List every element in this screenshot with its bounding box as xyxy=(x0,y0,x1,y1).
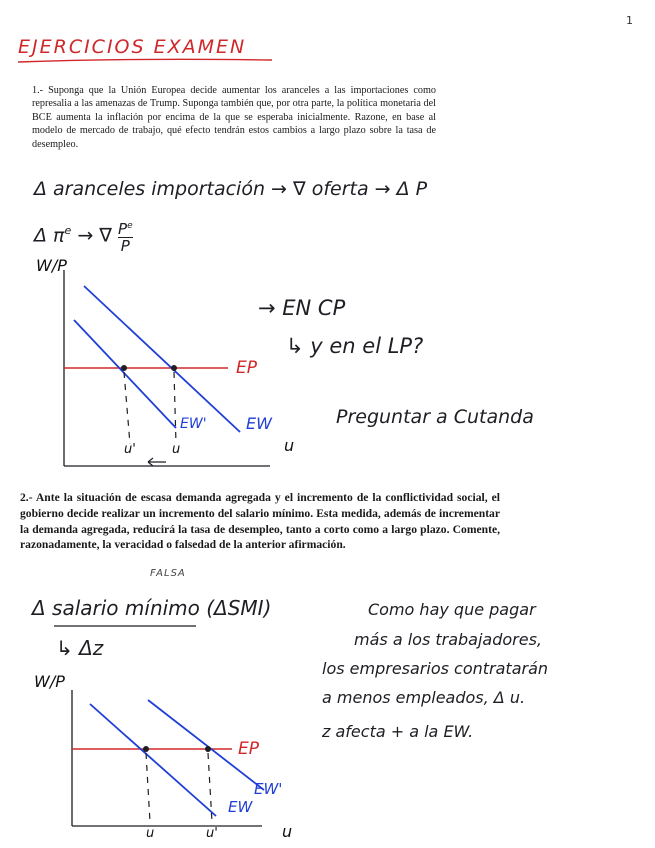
explanation-line-5: z afecta + a la EW. xyxy=(322,722,474,741)
graph-1-y-label: W/P xyxy=(36,256,67,275)
note-inflation-sup: e xyxy=(64,224,72,238)
ew-line-2 xyxy=(90,704,216,816)
page-number: 1 xyxy=(626,14,633,27)
graph-2-y-label: W/P xyxy=(34,672,65,691)
graph-1-ew-prime-label: EW' xyxy=(180,416,207,432)
exercise-2-answer: FALSA xyxy=(150,568,186,579)
note-ask: Preguntar a Cutanda xyxy=(336,406,534,428)
graph-1-tick-u-prime: u' xyxy=(124,442,136,457)
explanation-line-2: más a los trabajadores, xyxy=(354,630,543,649)
explanation-line-3: los empresarios contratarán xyxy=(322,659,549,678)
graph-1-ew-label: EW xyxy=(246,414,272,433)
graph-2-ew-prime-label: EW' xyxy=(254,780,283,798)
fraction-num-text: P xyxy=(118,220,128,238)
note-smi: Δ salario mínimo (ΔSMI) xyxy=(32,596,272,620)
graph-2-tick-u: u xyxy=(146,826,155,841)
note-z: ↳ Δz xyxy=(56,636,104,660)
graph-1-tick-u: u xyxy=(172,442,181,457)
graph-2-ew-label: EW xyxy=(228,798,253,816)
graph-1-ep-label: EP xyxy=(236,358,257,378)
explanation-line-4: a menos empleados, Δ u. xyxy=(322,688,526,707)
equilibrium-point-2a xyxy=(143,746,149,752)
graph-2-tick-u-prime: u' xyxy=(206,826,218,841)
exercise-1-statement: 1.- Suponga que la Unión Europea decide aumentar los aranceles a las importaciones como represalia a las amenazas de Trump. Suponga también que, por otra parte, la política monetaria del BCE aumenta la inflación por encima de la que se esperaba inicialmente. Razone, en base al modelo de mercado de trabajo, qué efecto tendrán estos cambios a largo plazo sobre la tasa de desempleo. xyxy=(32,85,436,150)
equilibrium-point-2b xyxy=(205,746,211,752)
page-title: EJERCICIOS EXAMEN xyxy=(18,36,247,58)
graph-2-ep-label: EP xyxy=(238,739,259,759)
note-inflation-arrow: → ∇ xyxy=(77,224,112,247)
note-aranceles: Δ aranceles importación → ∇ oferta → Δ P xyxy=(34,178,428,200)
note-cp: → EN CP xyxy=(258,296,346,320)
note-inflation-left: Δ π xyxy=(34,224,65,247)
explanation-line-1: Como hay que pagar xyxy=(368,600,536,619)
graph-1-x-label: u xyxy=(284,436,295,455)
graph-2-x-label: u xyxy=(282,822,293,841)
note-lp: ↳ y en el LP? xyxy=(286,334,424,358)
fraction-num-sup: e xyxy=(127,221,133,231)
exercise-2-statement: 2.- Ante la situación de escasa demanda agregada y el incremento de la conflictividad social, el gobierno decide realizar un incremento del salario mínimo. Esta medida, además de incrementar la demanda agregada, reducirá la tasa de desempleo, tanto a corto como a largo plazo. Comente, razonadamente, la veracidad o falsedad de la anterior afirmación. xyxy=(20,491,500,552)
fraction-denominator: P xyxy=(120,237,130,255)
